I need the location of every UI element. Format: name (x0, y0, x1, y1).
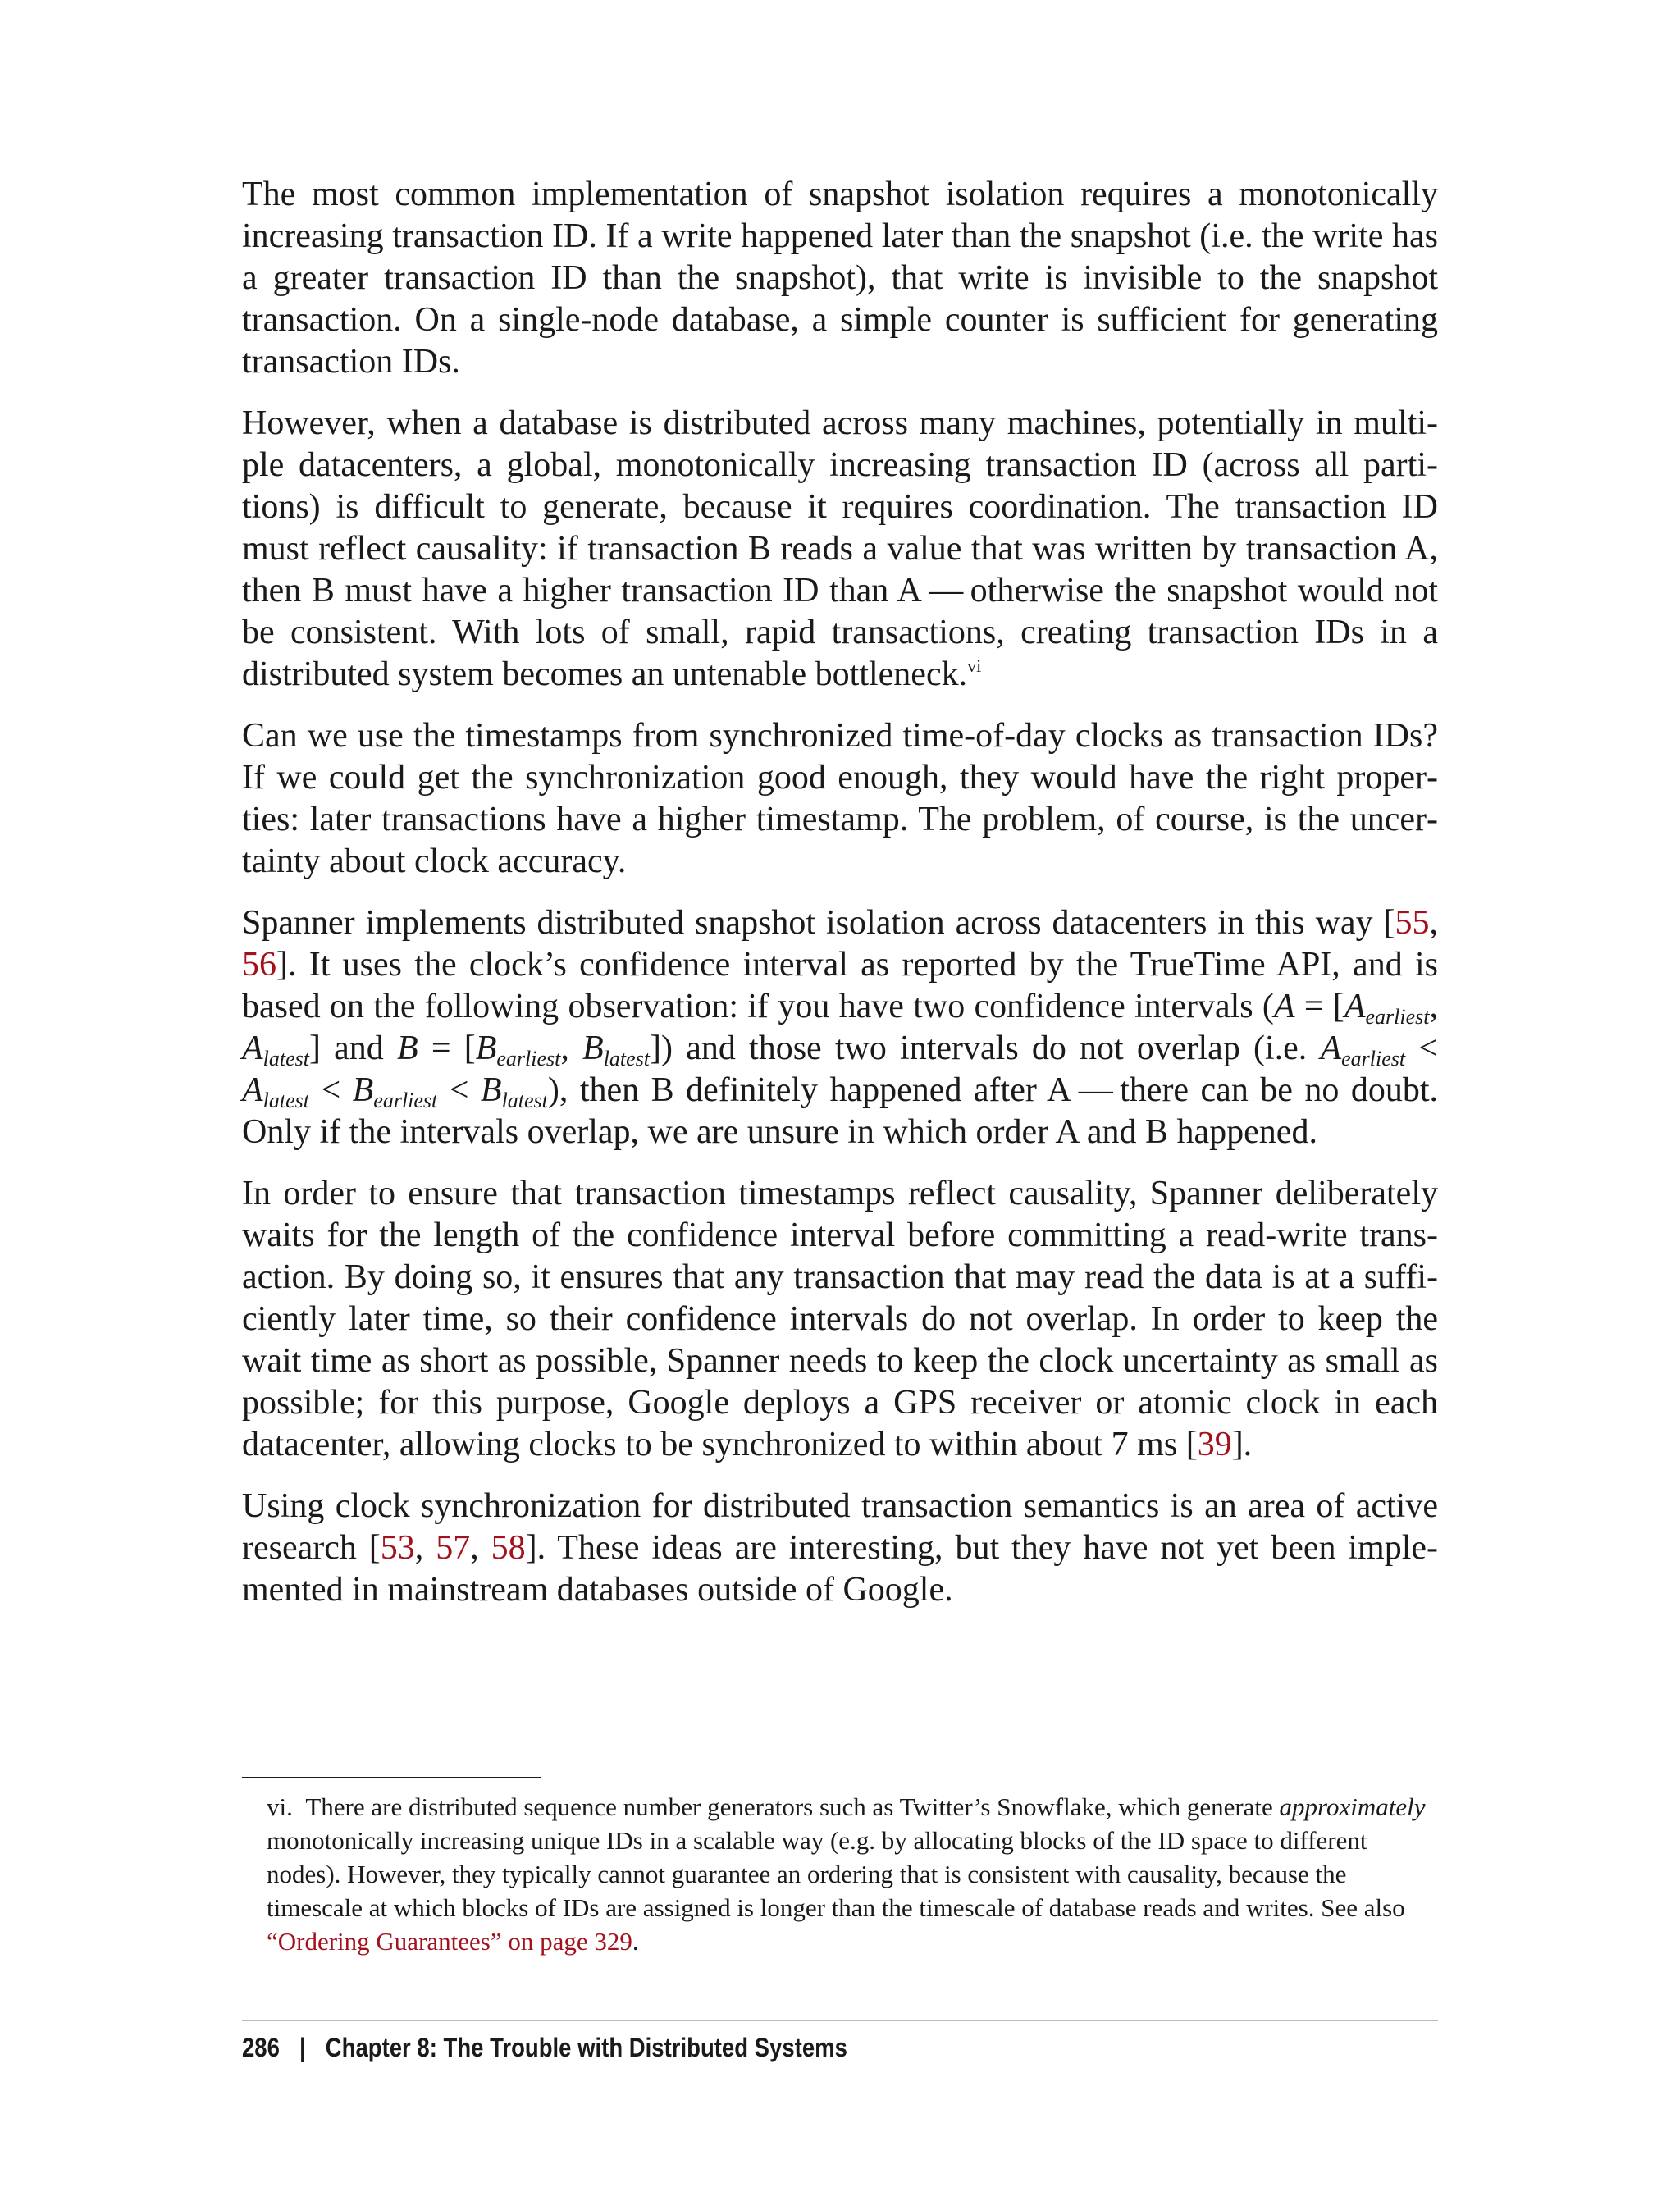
math-var: A (1344, 988, 1366, 1025)
math-var: B (352, 1071, 374, 1109)
page-footer (242, 2031, 847, 2064)
paragraph-distributed-ids: However, when a database is distributed across many machines, potentially in multiple datacenters, a global, monotonically increasing transaction ID (across all partitions) is difficult to generate, because it requires coordination. The transaction ID must reflect causality: if transaction B reads a value that was written by transaction A, then B must have a higher transaction ID than A — otherwise the snapshot would not be consistent. With lots of small, rapid transactions, creating transaction IDs in a distributed system becomes an untenable bottleneck.$^{vi}$ (242, 404, 1438, 693)
citation-link[interactable]: 55 (1395, 904, 1430, 942)
footnote-emphasis: approximately (1279, 1792, 1426, 1821)
math-subscript: earliest (1341, 1047, 1406, 1071)
math-var: B (582, 1029, 604, 1067)
math-subscript: latest (262, 1047, 309, 1071)
math-var: A (242, 1071, 263, 1109)
footer-divider (242, 2020, 1438, 2021)
footnote-divider (242, 1777, 541, 1778)
math-subscript: earliest (1365, 1005, 1430, 1029)
paragraph-spanner-wait: In order to ensure that transaction timestamps reflect causality, Spanner deliberately waits for the length of the confidence interval before committing a read-write transaction. By doing so, it ensures that any transaction that may read the data is at a sufficiently later time, so their confidence intervals do not overlap. In order to keep the wait time as short as possible, Spanner needs to keep the clock uncertainty as small as possible; for this purpose, Google deploys a GPS receiver or atomic clock in each datacenter, allowing clocks to be synchronized to within about 7 ms [39]. (242, 1175, 1438, 1463)
math-var: A (242, 1029, 263, 1067)
footnote-marker[interactable]: vi (967, 655, 982, 676)
math-subscript: earliest (496, 1047, 561, 1071)
math-var: B (475, 1029, 497, 1067)
cross-reference-link[interactable]: “Ordering Guarantees” on page 329 (267, 1927, 632, 1956)
math-subscript: latest (603, 1047, 651, 1071)
paragraph-spanner: Spanner implements distributed snapshot isolation across datacenters in this way [55, 56]. It uses the clock’s confidence interval as reported by the TrueTime API, and is based on the following observation: if you have two confidence intervals ($A = [A_{earliest}$, $A_{latest}$] and $B = [B_{earliest}$, $B_{latest}$]) and those two intervals do not overlap (i.e. $A_{earliest} < A_{latest} < B_{earliest} < B_{latest}$), then B definitely happened after A — there can be no doubt. Only if the intervals overlap, we are unsure in which order A and B happened. (242, 904, 1439, 1151)
chapter-title: Chapter 8: The Trouble with Distributed Systems (325, 2033, 847, 2062)
citation-link[interactable]: 39 (1197, 1426, 1232, 1463)
paragraph-timestamps: Can we use the timestamps from synchronized time-of-day clocks as transaction IDs? If we could get the synchronization good enough, they would have the right properties: later transactions have a higher timestamp. The problem, of course, is the uncertainty about clock accuracy. (242, 717, 1438, 880)
page-number: 286 (242, 2033, 280, 2062)
math-var: A (1320, 1029, 1342, 1067)
math-subscript: latest (501, 1089, 548, 1112)
paragraph-snapshot-isolation: The most common implementation of snapshot isolation requires a monotonically increasing transaction ID. If a write happened later than the snapshot (i.e. the write has a greater transaction ID than the snapshot), that write is invisible to the snapshot transaction. On a single-node database, a simple counter is sufficient for generating transaction IDs. (242, 176, 1438, 381)
math-var: A (1273, 988, 1295, 1025)
math-subscript: earliest (373, 1089, 438, 1112)
citation-link[interactable]: 58 (491, 1529, 526, 1567)
math-subscript: latest (262, 1089, 309, 1112)
footer-separator: | (299, 2033, 306, 2062)
footnote-vi: vi. There are distributed sequence number generators such as Twitter’s Snowflake, which generate approximately monotonically increasing unique IDs in a scalable way (e.g. by allocating blocks of the ID space to different nodes). However, they typically cannot guarantee an ordering that is consistent with causality, because the timescale at which blocks of IDs are assigned is longer than the timescale of database reads and writes. See also “Ordering Guarantees” on page 329. (267, 1792, 1426, 1956)
citation-link[interactable]: 53 (380, 1529, 415, 1567)
math-var: B (397, 1029, 418, 1067)
citation-link[interactable]: 56 (242, 946, 276, 984)
math-var: B (480, 1071, 502, 1109)
paragraph-research: Using clock synchronization for distributed transaction semantics is an area of active research [53, 57, 58]. These ideas are interesting, but they have not yet been implemented in mainstream databases outside of Google. (242, 1487, 1439, 1609)
citation-link[interactable]: 57 (436, 1529, 471, 1567)
page-body (242, 174, 1438, 1631)
